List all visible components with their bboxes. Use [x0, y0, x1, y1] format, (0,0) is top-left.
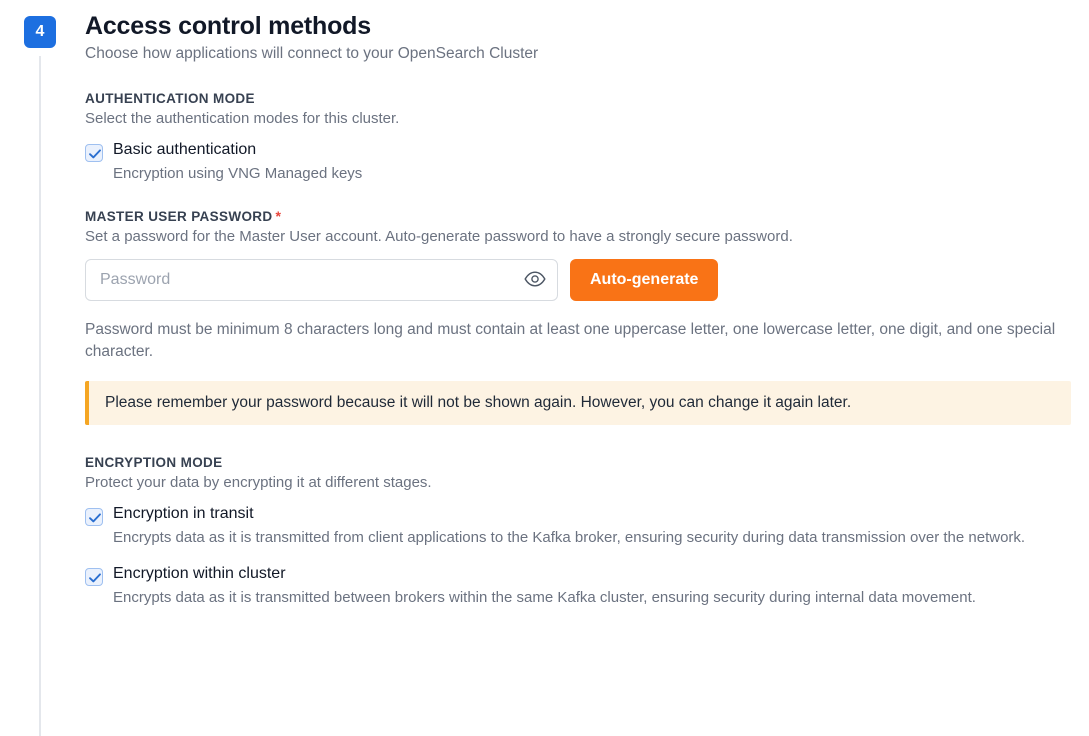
checkbox-icon[interactable]	[85, 144, 103, 162]
checkbox-icon[interactable]	[85, 568, 103, 586]
auto-generate-password-button[interactable]: Auto-generate	[570, 259, 718, 301]
checkbox-label: Encryption within cluster	[113, 564, 286, 582]
step-connector-line	[39, 56, 41, 736]
master-user-password-label-text: MASTER USER PASSWORD	[85, 209, 273, 225]
required-indicator: *	[275, 208, 282, 225]
eye-icon	[524, 271, 546, 290]
password-input[interactable]	[85, 259, 558, 301]
authentication-mode-label: AUTHENTICATION MODE	[85, 91, 255, 106]
master-user-password-label	[85, 208, 1071, 224]
master-user-password-description: Set a password for the Master User account. Auto-generate password to have a strongly secure password.	[85, 228, 793, 246]
password-requirements-hint: Password must be minimum 8 characters long and must contain at least one uppercase letter, one lowercase letter, one digit, and one special character.	[85, 321, 1056, 361]
checkbox-encryption-within-cluster[interactable]	[85, 565, 1071, 586]
authentication-mode-description: Select the authentication modes for this cluster.	[85, 110, 400, 127]
checkbox-icon[interactable]	[85, 508, 103, 526]
encryption-within-cluster-description: Encrypts data as it is transmitted between brokers within the same Kafka cluster, ensuring security during internal data movement.	[113, 588, 976, 606]
checkbox-label: Encryption in transit	[113, 505, 254, 523]
page-subtitle: Choose how applications will connect to your OpenSearch Cluster	[85, 45, 539, 62]
password-input-wrapper	[85, 259, 558, 301]
page-title: Access control methods	[85, 12, 371, 40]
encryption-in-transit-description: Encrypts data as it is transmitted from client applications to the Kafka broker, ensuring security during data transmission over the network.	[113, 529, 1026, 547]
password-row	[85, 259, 1071, 301]
checkbox-label: Basic authentication	[113, 141, 257, 158]
encryption-mode-label: ENCRYPTION MODE	[85, 455, 223, 471]
main-content	[85, 12, 1071, 608]
step-number-badge: 4	[24, 16, 56, 48]
toggle-password-visibility-button[interactable]	[522, 267, 548, 293]
step-rail	[24, 16, 56, 736]
checkbox-basic-authentication[interactable]	[85, 141, 1071, 162]
password-notice-banner: Please remember your password because it will not be shown again. However, you can change it again later.	[85, 381, 1071, 425]
checkbox-encryption-in-transit[interactable]	[85, 505, 1071, 526]
encryption-mode-description: Protect your data by encrypting it at different stages.	[85, 474, 432, 492]
basic-authentication-description: Encryption using VNG Managed keys	[113, 165, 363, 182]
